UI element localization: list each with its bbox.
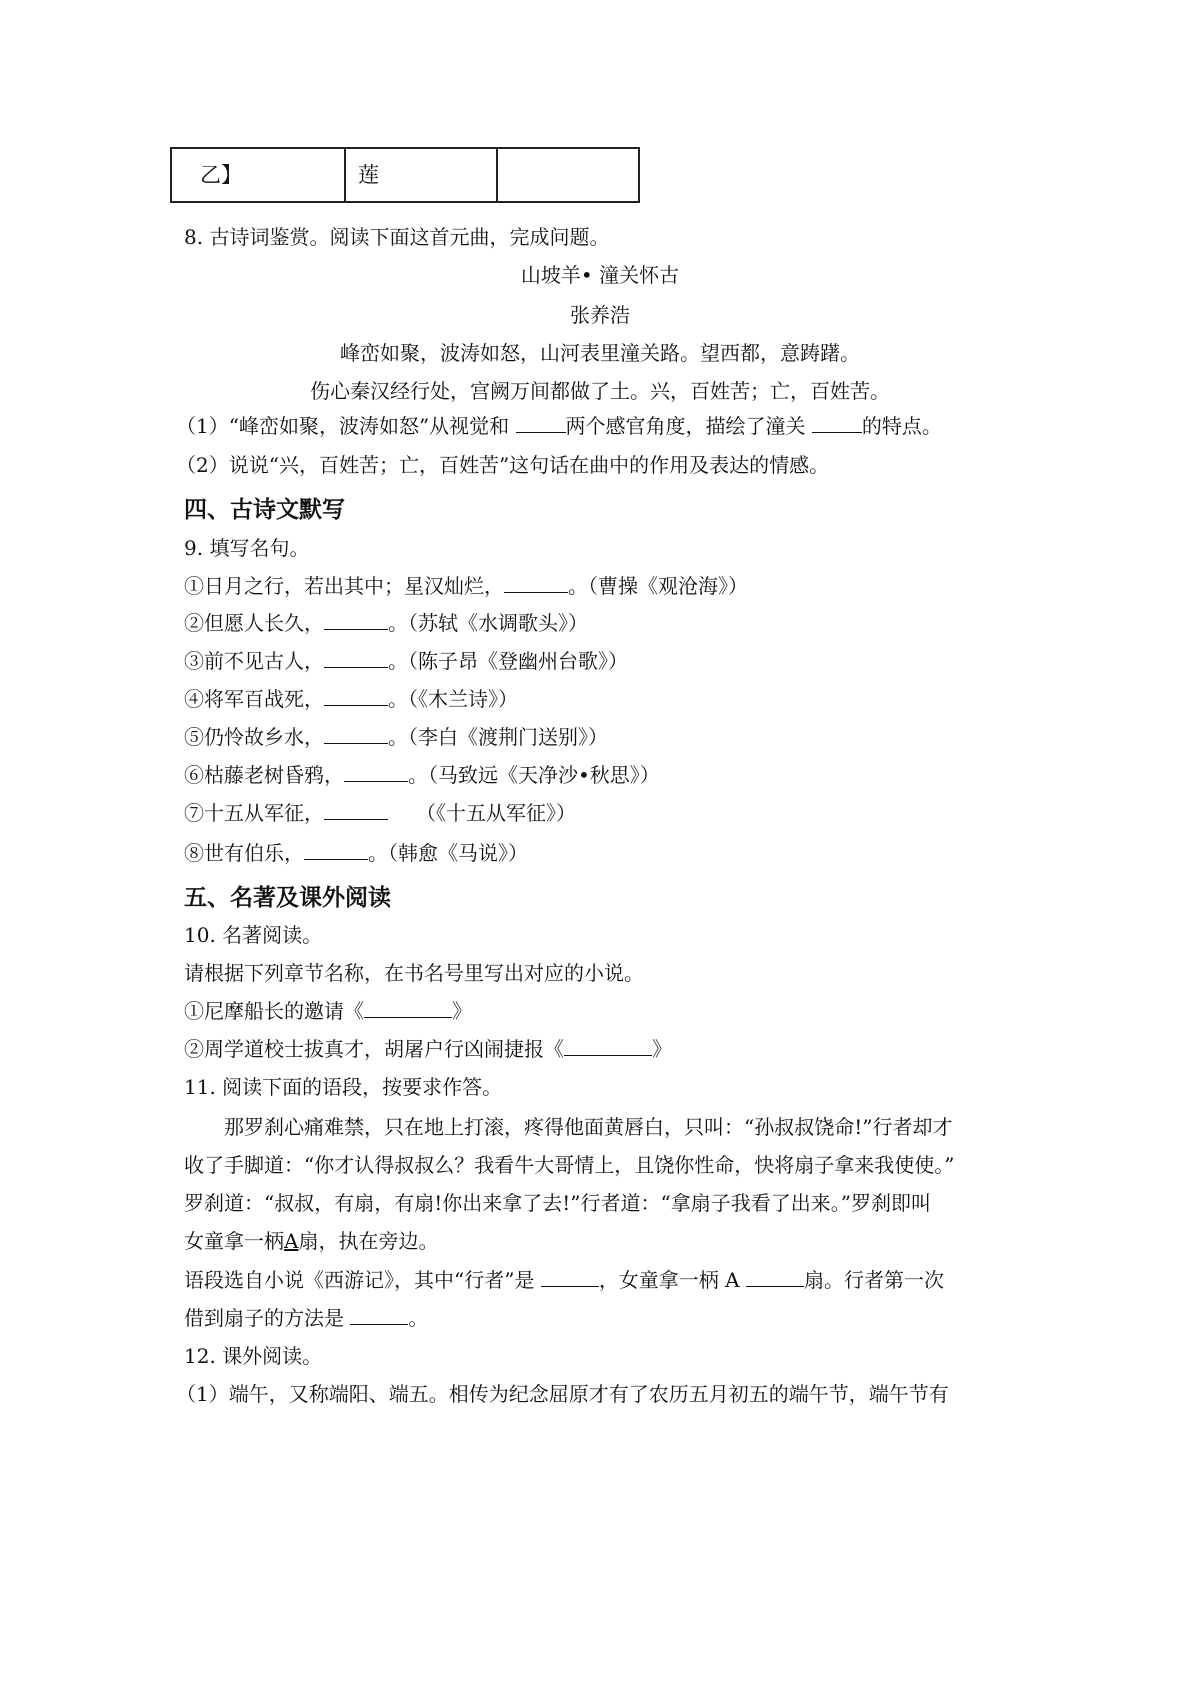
poem-line-2: 伤心秦汉经行处，宫阙万间都做了土。兴，百姓苦；亡，百姓苦。 bbox=[310, 379, 890, 403]
q9-item bbox=[184, 800, 576, 826]
answer-blank[interactable] bbox=[324, 687, 388, 706]
q9-item-text: ⑥枯藤老树昏鸦， bbox=[184, 763, 344, 787]
table-cell: 乙】 bbox=[171, 148, 345, 202]
answer-blank[interactable] bbox=[746, 1268, 804, 1287]
q9-item-source: 。（韩愈《马说》） bbox=[368, 841, 528, 865]
q11-question-text: 扇。行者第一次 bbox=[803, 1268, 944, 1292]
answer-blank[interactable] bbox=[541, 1268, 599, 1287]
q11-question-text: 语段选自小说《西游记》，其中“行者”是 bbox=[184, 1268, 541, 1292]
q9-item-text: ④将军百战死， bbox=[184, 687, 324, 711]
q8-stem: 8. 古诗词鉴赏。阅读下面这首元曲，完成问题。 bbox=[184, 225, 610, 249]
q11-question-text: ，女童拿一柄 A bbox=[598, 1268, 746, 1292]
q8-sub1-text: 的特点。 bbox=[861, 414, 942, 438]
answer-blank[interactable] bbox=[324, 801, 388, 820]
q9-item bbox=[184, 648, 628, 674]
answer-blank[interactable] bbox=[516, 414, 566, 433]
q10-item-text: ②周学道校士拔真才，胡屠户行凶闹捷报《 bbox=[184, 1037, 564, 1061]
q11-passage-text: 扇，执在旁边。 bbox=[298, 1229, 439, 1253]
q10-item-text: ①尼摩船长的邀请《 bbox=[184, 999, 364, 1023]
q12-sub1: （1）端午，又称端阳、端五。相传为纪念屈原才有了农历五月初五的端午节，端午节有 bbox=[176, 1382, 949, 1406]
q9-item-source: 。（《木兰诗》） bbox=[388, 687, 518, 711]
q10-stem: 10. 名著阅读。 bbox=[184, 923, 323, 947]
q10-instruction: 请根据下列章节名称，在书名号里写出对应的小说。 bbox=[184, 961, 644, 985]
q9-item-text: ⑤仍怜故乡水， bbox=[184, 725, 324, 749]
answer-blank[interactable] bbox=[304, 841, 368, 860]
table-cell: 莲 bbox=[345, 148, 497, 202]
q10-item-text: 》 bbox=[652, 1037, 672, 1061]
q8-sub1 bbox=[176, 413, 942, 439]
q9-item-source: 。（苏轼《水调歌头》） bbox=[388, 611, 588, 635]
answer-blank[interactable] bbox=[350, 1306, 408, 1325]
q9-item-source: 。（马致远《天净沙•秋思》） bbox=[408, 763, 660, 787]
q8-sub1-text: （1）“峰峦如聚，波涛如怒”从视觉和 bbox=[176, 414, 516, 438]
answer-blank[interactable] bbox=[364, 999, 452, 1018]
q11-passage-line bbox=[184, 1228, 438, 1254]
q8-sub2: （2）说说“兴，百姓苦；亡，百姓苦”这句话在曲中的作用及表达的情感。 bbox=[176, 453, 830, 477]
q11-passage-line: 罗刹道：“叔叔，有扇，有扇!你出来拿了去!”行者道：“拿扇子我看了出来。”罗刹即叫 bbox=[184, 1191, 931, 1215]
q9-item-text: ⑦十五从军征， bbox=[184, 801, 324, 825]
q11-stem: 11. 阅读下面的语段，按要求作答。 bbox=[184, 1075, 503, 1099]
table-row bbox=[171, 148, 639, 202]
q11-question bbox=[184, 1267, 944, 1293]
q11-passage-line: 那罗刹心痛难禁，只在地上打滚，疼得他面黄唇白，只叫：“孙叔叔饶命!”行者却才 bbox=[224, 1115, 953, 1139]
q11-question bbox=[184, 1305, 428, 1331]
q10-item bbox=[184, 1036, 672, 1062]
answer-blank[interactable] bbox=[564, 1037, 652, 1056]
section-heading: 四、古诗文默写 bbox=[184, 497, 345, 523]
section-heading: 五、名著及课外阅读 bbox=[184, 885, 391, 911]
answer-blank[interactable] bbox=[324, 611, 388, 630]
q9-stem: 9. 填写名句。 bbox=[184, 536, 310, 560]
q9-item bbox=[184, 573, 748, 599]
q12-stem: 12. 课外阅读。 bbox=[184, 1344, 323, 1368]
q11-marked-word: A bbox=[284, 1229, 299, 1253]
q11-passage-text: 女童拿一柄 bbox=[184, 1229, 284, 1253]
q9-item-text: ⑧世有伯乐， bbox=[184, 841, 304, 865]
poem-line-1: 峰峦如聚，波涛如怒，山河表里潼关路。望西都，意踌躇。 bbox=[340, 341, 860, 365]
q9-item bbox=[184, 610, 588, 636]
q9-item bbox=[184, 762, 660, 788]
q9-item-source: 。（李白《渡荆门送别》） bbox=[388, 725, 608, 749]
answer-blank[interactable] bbox=[344, 763, 408, 782]
q9-item-source: （《十五从军征》） bbox=[416, 801, 576, 825]
answer-blank[interactable] bbox=[812, 414, 862, 433]
q11-question-text: 。 bbox=[408, 1306, 429, 1330]
q8-sub1-text: 两个感官角度，描绘了潼关 bbox=[565, 414, 812, 438]
q9-item bbox=[184, 724, 608, 750]
q11-passage-line: 收了手脚道：“你才认得叔叔么？我看牛大哥情上，且饶你性命，快将扇子拿来我使使。” bbox=[184, 1153, 955, 1177]
q9-item-text: ②但愿人长久， bbox=[184, 611, 324, 635]
q9-item-source: 。（陈子昂《登幽州台歌》） bbox=[388, 649, 628, 673]
q10-item-text: 》 bbox=[452, 999, 472, 1023]
q9-item-source: 。（曹操《观沧海》） bbox=[568, 574, 748, 598]
q9-item-text: ①日月之行，若出其中；星汉灿烂， bbox=[184, 574, 504, 598]
answer-blank[interactable] bbox=[324, 725, 388, 744]
q9-item bbox=[184, 686, 518, 712]
q9-item bbox=[184, 840, 528, 866]
poem-title: 山坡羊• 潼关怀古 bbox=[520, 263, 680, 287]
poem-author: 张养浩 bbox=[570, 303, 630, 327]
answer-blank[interactable] bbox=[324, 649, 388, 668]
answer-blank[interactable] bbox=[504, 574, 568, 593]
q10-item bbox=[184, 998, 472, 1024]
q9-item-text: ③前不见古人， bbox=[184, 649, 324, 673]
table-cell bbox=[497, 148, 639, 202]
answer-table bbox=[170, 147, 640, 203]
q11-question-text: 借到扇子的方法是 bbox=[184, 1306, 351, 1330]
